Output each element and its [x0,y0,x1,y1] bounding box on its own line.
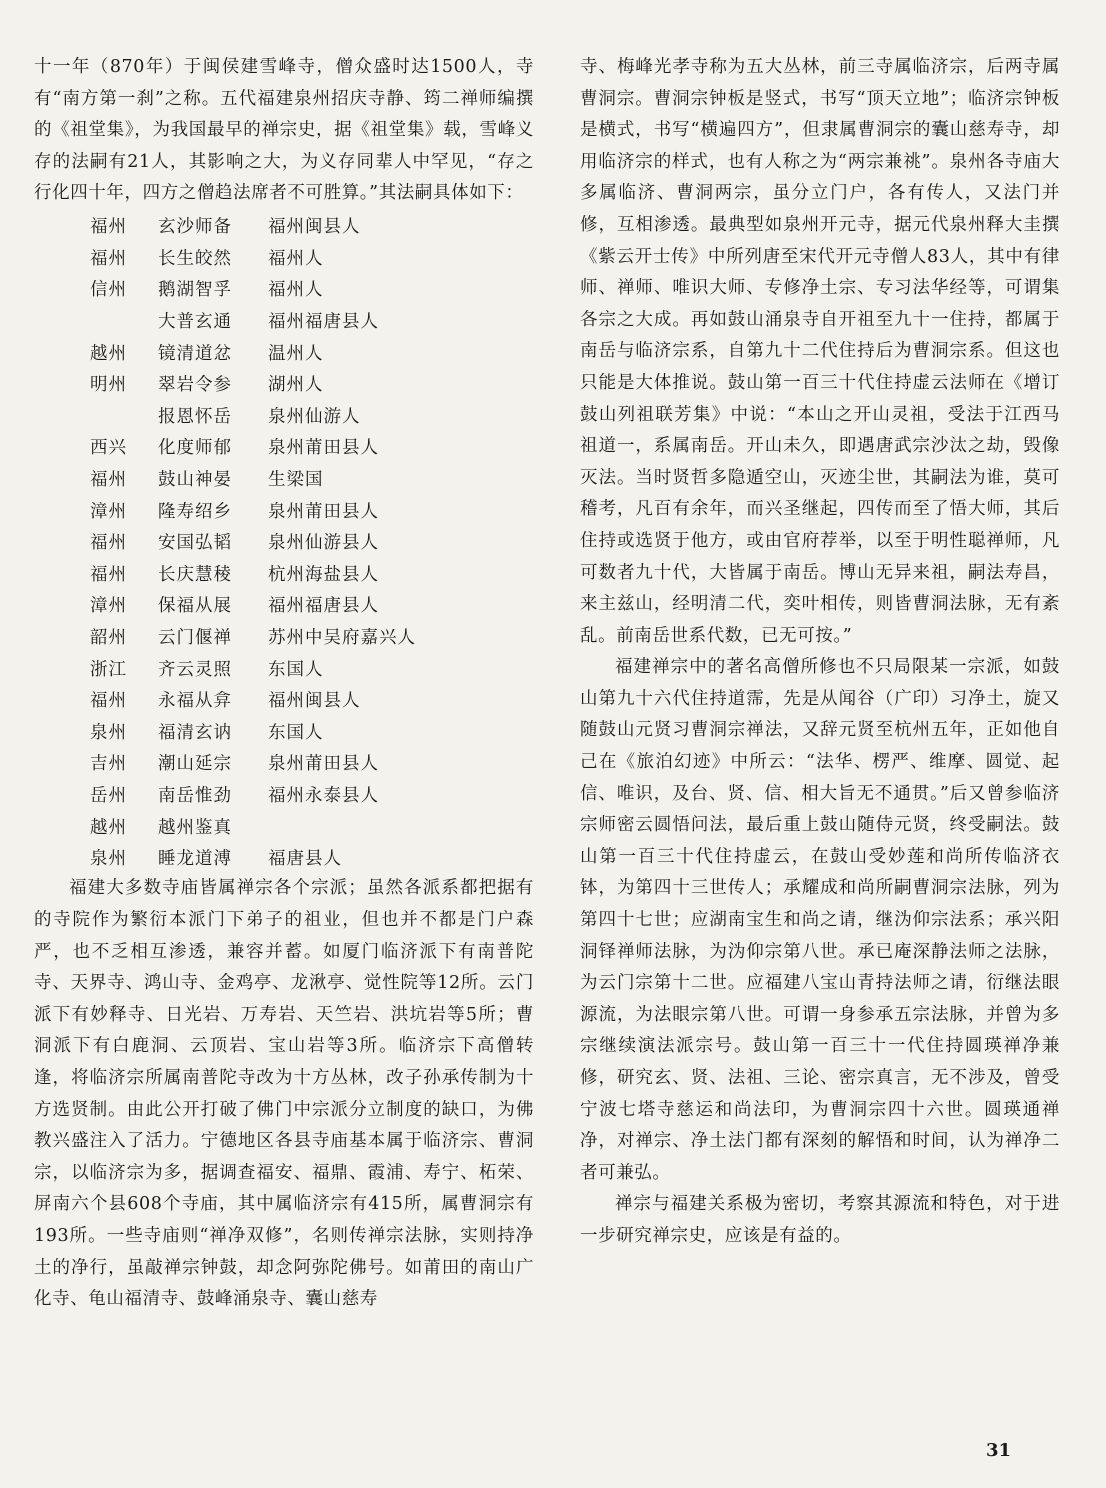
heir-origin: 泉州仙游人 [268,406,361,427]
heirs-table-body [90,210,416,873]
heir-origin: 湖州人 [268,375,324,396]
monks-paragraph: 福建禅宗中的著名高僧所修也不只局限某一宗派，如鼓山第九十六代住持道霈，先是从闻谷（广印）习净土，旋又随鼓山元贤习曹洞宗禅法，又辞元贤至杭州五年，正如他自己在《旅泊幻迹》中所云：“法华、楞严、维摩、圆觉、起信、唯识，及台、贤、信、相大旨无不通贯。”后又曾参临济宗师密云圆悟问法，最后重上鼓山随侍元贤，终受嗣法。鼓山第一百三十代住持虚云，在鼓山受妙莲和尚所传临济衣钵，为第四十三世传人；承耀成和尚所嗣曹洞宗法脉，列为第四十七世；应湖南宝生和尚之请，继沩仰宗法系；承兴阳洞铎禅师法脉，为沩仰宗第八世。承已庵深静法师之法脉，为云门宗第十二世。应福建八宝山青持法师之请，衍继法眼源流，为法眼宗第八世。可谓一身参承五宗法脉，并曾为多宗继续演法派宗号。鼓山第一百三十一代住持圆瑛禅净兼修，研究玄、贤、法祖、三论、密宗真言，无不涉及，曾受宁波七塔寺慈运和尚法印，为曹洞宗四十六世。圆瑛通禅净，对禅宗、净土法门都有深刻的解悟和时间，认为禅净二者可兼弘。 [580,657,1060,1183]
heir-name: 鹅湖智孚 [158,280,232,301]
heir-name: 化度师郁 [158,438,232,459]
heir-origin: 福州福唐县人 [268,596,379,617]
heir-row [90,242,416,274]
heir-row [90,842,416,874]
continuation-paragraph: 寺、梅峰光孝寺称为五大丛林，前三寺属临济宗，后两寺属曹洞宗。曹洞宗钟板是竖式，书写“顶天立地”；临济宗钟板是横式，书写“横遍四方”，但隶属曹洞宗的囊山慈寿寺，却用临济宗的样式，也有人称之为“两宗兼祧”。泉州各寺庙大多属临济、曹洞两宗，虽分立门户，各有传人，又法门并修，互相渗透。最典型如泉州开元寺，据元代泉州释大圭撰《紫云开士传》中所列唐至宋代开元寺僧人83人，其中有律师、禅师、唯识大师、专修净土宗、专习法华经等，可谓集各宗之大成。再如鼓山涌泉寺自开祖至九十一住持，都属于南岳与临济宗系，自第九十二代住持后为曹洞宗系。但这也只能是大体推说。鼓山第一百三十代住持虚云法师在《增订鼓山列祖联芳集》中说：“本山之开山灵祖，受法于江西马祖道一，系属南岳。开山未久，即遇唐武宗沙汰之劫，毁像灭法。当时贤哲多隐遁空山，灭迹尘世，其嗣法为谁，莫可稽考，凡百有余年，而兴圣继起，四传而至了悟大师，其后住持或选贤于他方，或由官府荐举，以至于明性聪禅师，凡可数者九十代，大皆属于南岳。博山无异来祖，嗣法寿昌，来主兹山，经明清二代，奕叶相传，则皆曹洞法脉，无有紊乱。前南岳世系代数，已无可按。” [580,57,1060,646]
heir-origin: 苏州中吴府嘉兴人 [268,627,416,648]
heir-origin: 杭州海盐县人 [268,564,379,585]
heir-origin: 福州福唐县人 [268,312,379,333]
heir-row [90,305,416,337]
page-number: 31 [986,1440,1012,1461]
heir-origin: 东国人 [268,722,324,743]
heir-region: 福州 [90,564,127,585]
heirs-table [90,210,416,873]
heir-region: 福州 [90,248,127,269]
heir-region: 福州 [90,470,127,491]
heir-origin: 福州人 [268,248,324,269]
heir-name: 安国弘韬 [158,533,232,554]
heir-name: 长庆慧稜 [158,564,232,585]
heir-origin: 泉州莆田县人 [268,754,379,775]
heir-region: 福州 [90,533,127,554]
heir-name: 报恩怀岳 [158,406,232,427]
heir-region: 漳州 [90,501,127,522]
heir-origin: 福州永泰县人 [268,785,379,806]
heir-name: 镜清道忿 [158,343,232,364]
heir-row [90,810,416,842]
heir-origin: 福州人 [268,280,324,301]
heir-row [90,431,416,463]
heir-row [90,589,416,621]
heir-region: 泉州 [90,849,127,870]
heir-name: 越州鉴真 [158,817,232,838]
heir-row [90,779,416,811]
heir-origin: 泉州仙游县人 [268,533,379,554]
heir-name: 永福从弇 [158,691,232,712]
heir-region: 岳州 [90,785,127,806]
heir-region: 韶州 [90,627,127,648]
schools-paragraph: 福建大多数寺庙皆属禅宗各个宗派；虽然各派系都把据有的寺院作为繁衍本派门下弟子的祖业，但也并不都是门户森严，也不乏相互渗透，兼容并蓄。如厦门临济派下有南普陀寺、天界寺、鸿山寺、金鸡亭、龙湫亭、觉性院等12所。云门派下有妙释寺、日光岩、万寿岩、天竺岩、洪坑岩等5所；曹洞派下有白鹿洞、云顶岩、宝山岩等3所。临济宗下高僧转逢，将临济宗所属南普陀寺改为十方丛林，改子孙承传制为十方选贤制。由此公开打破了佛门中宗派分立制度的缺口，为佛教兴盛注入了活力。宁德地区各县寺庙基本属于临济宗、曹洞宗，以临济宗为多，据调查福安、福鼎、霞浦、寿宁、柘荣、屏南六个县608个寺庙，其中属临济宗有415所，属曹洞宗有193所。一些寺庙则“禅净双修”，名则传禅宗法脉，实则持净土的净行，虽敲禅宗钟鼓，却念阿弥陀佛号。如莆田的南山广化寺、龟山福清寺、鼓峰涌泉寺、囊山慈寿 [34,878,534,1310]
heir-region: 越州 [90,817,127,838]
heir-name: 南岳惟劲 [158,785,232,806]
heir-name: 保福从展 [158,596,232,617]
heir-name: 长生皎然 [158,248,232,269]
heir-row [90,494,416,526]
heir-name: 鼓山神晏 [158,470,232,491]
heir-name: 潮山延宗 [158,754,232,775]
heir-region: 福州 [90,217,127,238]
heir-origin: 福州闽县人 [268,691,361,712]
heir-name: 玄沙师备 [158,217,232,238]
heir-row [90,747,416,779]
right-column [580,52,1060,1253]
heir-name: 睡龙道溥 [158,849,232,870]
heir-row [90,526,416,558]
heir-row [90,621,416,653]
heir-name: 翠岩令参 [158,375,232,396]
heir-origin [268,810,416,842]
heir-region [90,305,158,337]
heir-region: 越州 [90,343,127,364]
heir-name: 大普玄通 [158,312,232,333]
heir-row [90,368,416,400]
heir-origin: 东国人 [268,659,324,680]
heir-origin: 福唐县人 [268,849,342,870]
heir-row [90,400,416,432]
heir-region: 福州 [90,691,127,712]
heir-row [90,273,416,305]
heir-name: 福清玄讷 [158,722,232,743]
heir-row [90,210,416,242]
heir-region: 信州 [90,280,127,301]
heir-region: 浙江 [90,659,127,680]
heir-origin: 泉州莆田县人 [268,438,379,459]
heir-origin: 温州人 [268,343,324,364]
heir-region: 明州 [90,375,127,396]
heir-region: 泉州 [90,722,127,743]
heir-row [90,463,416,495]
heir-row [90,558,416,590]
heir-name: 隆寿绍乡 [158,501,232,522]
heir-name: 云门偃禅 [158,627,232,648]
heir-origin: 福州闽县人 [268,217,361,238]
heir-row [90,715,416,747]
heir-region: 西兴 [90,438,127,459]
heir-row [90,336,416,368]
heir-origin: 泉州莆田县人 [268,501,379,522]
heir-region: 漳州 [90,596,127,617]
conclusion-paragraph: 禅宗与福建关系极为密切，考察其源流和特色，对于进一步研究禅宗史，应该是有益的。 [580,1194,1060,1246]
heir-name: 齐云灵照 [158,659,232,680]
heir-origin: 生梁国 [268,470,324,491]
heir-row [90,652,416,684]
left-column [34,52,534,1316]
heir-row [90,684,416,716]
heir-region: 吉州 [90,754,127,775]
heir-region [90,400,158,432]
intro-paragraph: 十一年（870年）于闽侯建雪峰寺，僧众盛时达1500人，寺有“南方第一刹”之称。五代福建泉州招庆寺静、筠二禅师编撰的《祖堂集》，为我国最早的禅宗史，据《祖堂集》载，雪峰义存的法嗣有21人，其影响之大，为义存同辈人中罕见，“存之行化四十年，四方之僧趋法席者不可胜算。”其法嗣具体如下： [34,57,534,204]
